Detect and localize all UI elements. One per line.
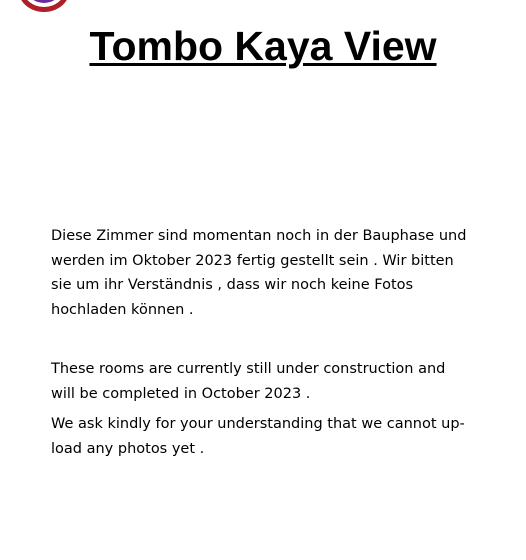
paragraph-english-construction: These rooms are currently still under construction and will be completed in October 2023 . [51, 361, 446, 402]
paragraph-english-understanding: We ask kindly for your understanding that we cannot up-load any photos yet . [51, 416, 465, 457]
logo-icon [18, 0, 70, 12]
page-title: Tombo Kaya View [89, 23, 437, 69]
paragraph-german: Diese Zimmer sind momentan noch in der Bauphase und werden im Oktober 2023 fertig gestellt sein . Wir bitten sie um ihr Verständnis , dass wir noch keine Fotos hochladen können . [51, 228, 467, 318]
